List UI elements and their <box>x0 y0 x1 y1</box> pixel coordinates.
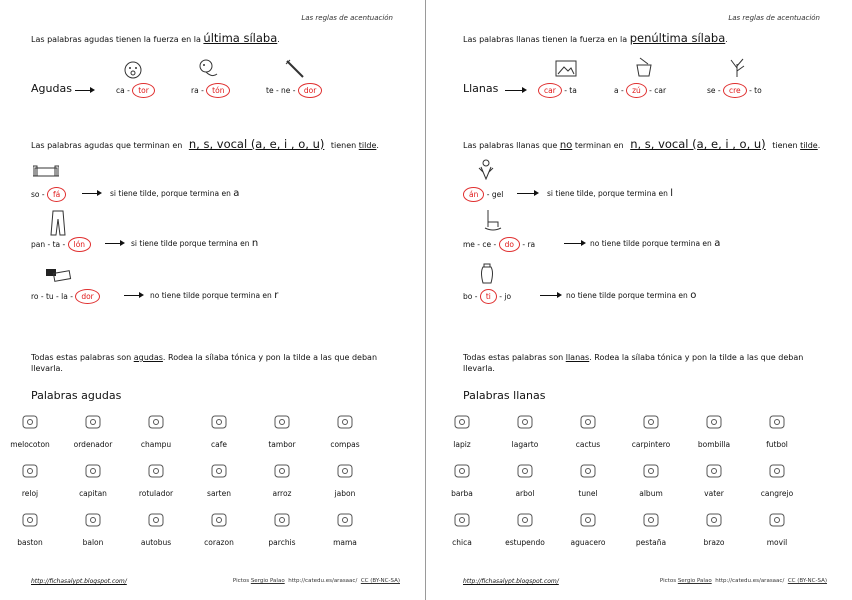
page-header: Las reglas de acentuación <box>301 14 393 22</box>
champu-icon <box>147 414 165 430</box>
case-explanation-2 <box>131 238 258 249</box>
page-llanas <box>427 0 852 600</box>
word-item: lapiz <box>453 440 471 449</box>
case-row-3 <box>31 289 100 304</box>
credit-author[interactable]: Sergio Palao <box>250 578 285 584</box>
explanation: si tiene tilde, porque termina en <box>110 189 231 198</box>
arrow-line <box>540 295 557 296</box>
instruction-emphasis: llanas <box>565 353 590 362</box>
parchis-icon <box>273 512 291 528</box>
intro-after: . <box>725 35 728 44</box>
dry-plant-icon <box>727 56 747 78</box>
credit-site: http://catedu.es/arasaac/ <box>288 578 358 584</box>
final-letter: a <box>714 238 721 249</box>
final-letter: a <box>233 188 240 199</box>
final-letter: l <box>670 188 673 199</box>
rule-mid1: terminan en <box>574 141 624 150</box>
vater-icon <box>705 463 723 479</box>
ordenador-icon <box>84 414 102 430</box>
trousers-icon <box>50 210 66 236</box>
word-item: barba <box>451 489 473 498</box>
stressed-syllable: fá <box>47 187 66 202</box>
balon-icon <box>84 512 102 528</box>
section-title: Palabras llanas <box>463 389 546 402</box>
syllable: ra - <box>191 86 204 95</box>
example-word-1 <box>538 83 577 98</box>
syllable: - gel <box>486 190 504 199</box>
word-item: futbol <box>766 440 788 449</box>
category-label: Llanas <box>463 82 499 95</box>
arrow-icon <box>557 292 562 298</box>
word-item: lagarto <box>511 440 539 449</box>
word-item: album <box>639 489 663 498</box>
arrow-icon <box>90 87 95 93</box>
instruction-text <box>463 352 833 374</box>
rule-before: Las palabras agudas que terminan en <box>31 141 183 150</box>
melocoton-icon <box>21 414 39 430</box>
lapiz-icon <box>453 414 471 430</box>
case-row-1 <box>31 187 66 202</box>
case-explanation-1 <box>547 188 673 199</box>
word-item: jabon <box>334 489 356 498</box>
word-item: cactus <box>575 440 601 449</box>
final-letter: r <box>274 290 279 301</box>
arrow-line <box>75 90 90 91</box>
syllable: pan - ta - <box>31 240 66 249</box>
autobus-icon <box>147 512 165 528</box>
footer-credits <box>233 578 400 584</box>
intro-before: Las palabras llanas tienen la fuerza en la <box>463 35 628 44</box>
syllable: - ra <box>522 240 536 249</box>
rule-after: . <box>817 141 821 150</box>
syllable: me - ce - <box>463 240 497 249</box>
instruction-after: . Rodea la sílaba tónica y pon la tilde a las que deban llevarla. <box>31 353 378 373</box>
case-row-1 <box>463 187 503 202</box>
arrow-icon <box>581 240 586 246</box>
word-item: cangrejo <box>760 489 794 498</box>
rule-emphasis: n, s, vocal (a, e, i , o, u) <box>630 137 766 151</box>
case-row-2 <box>463 237 535 252</box>
case-row-2 <box>31 237 91 252</box>
arrow-line <box>82 193 97 194</box>
final-letter: o <box>690 290 697 301</box>
case-explanation-3 <box>566 290 696 301</box>
stressed-syllable: car <box>538 83 562 98</box>
carpintero-icon <box>642 414 660 430</box>
example-word-3 <box>266 83 322 98</box>
case-explanation-1 <box>110 188 239 199</box>
syllable: se - <box>707 86 721 95</box>
footer-credits <box>660 578 827 584</box>
word-item: ordenador <box>73 440 113 449</box>
cactus-icon <box>579 414 597 430</box>
intro-before: Las palabras agudas tienen la fuerza en la <box>31 35 201 44</box>
movil-icon <box>768 512 786 528</box>
rule-after: . <box>376 141 379 150</box>
explanation: si tiene tilde porque termina en <box>131 239 250 248</box>
corazon-icon <box>210 512 228 528</box>
intro-after: . <box>277 35 280 44</box>
rule-no: no <box>559 140 573 151</box>
stressed-syllable: tón <box>206 83 230 98</box>
word-item: sarten <box>207 489 231 498</box>
stressed-syllable: dor <box>75 289 99 304</box>
arrow-icon <box>534 190 539 196</box>
word-item: parchis <box>268 538 296 547</box>
aguacero-icon <box>579 512 597 528</box>
case-explanation-3 <box>150 290 278 301</box>
credit-pictos: Pictos <box>232 578 250 584</box>
syllable: so - <box>31 190 45 199</box>
sugar-bowl-icon <box>634 56 654 78</box>
mama-icon <box>336 512 354 528</box>
word-item: autobus <box>140 538 172 547</box>
syllable: bo - <box>463 292 478 301</box>
word-item: vater <box>704 489 724 498</box>
arroz-icon <box>273 463 291 479</box>
capitan-icon <box>84 463 102 479</box>
stressed-syllable: zú <box>626 83 647 98</box>
jabon-icon <box>336 463 354 479</box>
footer-link[interactable]: http://fichasalypt.blogspot.com/ <box>31 578 127 585</box>
compas-icon <box>336 414 354 430</box>
word-item: melocoton <box>10 440 50 449</box>
rule-mid: tienen <box>772 141 798 150</box>
stressed-syllable: do <box>499 237 520 252</box>
cafe-icon <box>210 414 228 430</box>
stressed-syllable: cre <box>723 83 747 98</box>
case-explanation-2 <box>590 238 720 249</box>
rule-text <box>31 137 379 151</box>
syllable: - to <box>749 86 762 95</box>
footer-link[interactable]: http://fichasalypt.blogspot.com/ <box>463 578 559 585</box>
stressed-syllable: ti <box>480 289 497 304</box>
word-item: aguacero <box>570 538 606 547</box>
explanation: no tiene tilde porque termina en <box>150 291 272 300</box>
credit-pictos: Pictos <box>659 578 677 584</box>
chica-icon <box>453 512 471 528</box>
rule-tilde: tilde <box>358 141 377 150</box>
explanation: no tiene tilde porque termina en <box>590 239 712 248</box>
page-header: Las reglas de acentuación <box>728 14 820 22</box>
singer-icon <box>123 60 143 80</box>
arrow-icon <box>120 240 125 246</box>
word-item: baston <box>17 538 43 547</box>
word-item: arbol <box>515 489 535 498</box>
credit-license[interactable]: CC (BY-NC-SA) <box>360 578 400 584</box>
syllable: a - <box>614 86 624 95</box>
intro-emphasis: penúltima sílaba <box>629 31 726 45</box>
instruction-emphasis: agudas <box>133 353 163 362</box>
rule-mid: tienen <box>330 141 357 150</box>
rule-emphasis: n, s, vocal (a, e, i , o, u) <box>188 137 325 151</box>
syllable: te - ne - <box>266 86 296 95</box>
instruction-before: Todas estas palabras son <box>31 353 132 362</box>
word-item: carpintero <box>631 440 671 449</box>
bombilla-icon <box>705 414 723 430</box>
rule-tilde: tilde <box>800 141 818 150</box>
explanation: no tiene tilde porque termina en <box>566 291 688 300</box>
baston-icon <box>21 512 39 528</box>
syllable: - jo <box>499 292 512 301</box>
word-item: movil <box>766 538 788 547</box>
reloj-icon <box>21 463 39 479</box>
category-label: Agudas <box>31 82 72 95</box>
section-title: Palabras agudas <box>31 389 122 402</box>
arrow-icon <box>522 87 527 93</box>
final-letter: n <box>251 238 259 249</box>
arrow-line <box>564 243 581 244</box>
word-item: mama <box>333 538 357 547</box>
word-item: bombilla <box>697 440 731 449</box>
arbol-icon <box>516 463 534 479</box>
case-row-3 <box>463 289 511 304</box>
word-item: chica <box>452 538 472 547</box>
mouse-icon <box>198 58 218 80</box>
sarten-icon <box>210 463 228 479</box>
angel-icon <box>477 158 495 180</box>
example-word-3 <box>707 83 762 98</box>
syllable: ro - tu - la - <box>31 292 73 301</box>
arrow-line <box>517 193 534 194</box>
sofa-icon <box>33 162 59 180</box>
tambor-icon <box>273 414 291 430</box>
credit-license[interactable]: CC (BY-NC-SA) <box>787 578 827 584</box>
page-divider <box>425 0 426 600</box>
page-agudas <box>0 0 425 600</box>
intro-text <box>31 31 280 45</box>
stressed-syllable: tor <box>132 83 155 98</box>
rotulador-icon <box>147 463 165 479</box>
fork-icon <box>284 58 306 80</box>
picture-frame-icon <box>555 58 577 78</box>
example-word-1 <box>116 83 155 98</box>
instruction-text <box>31 352 401 374</box>
cangrejo-icon <box>768 463 786 479</box>
rule-text <box>463 137 820 151</box>
lagarto-icon <box>516 414 534 430</box>
word-item: brazo <box>703 538 725 547</box>
word-item: balon <box>82 538 104 547</box>
example-word-2 <box>614 83 666 98</box>
tunel-icon <box>579 463 597 479</box>
word-item: rotulador <box>138 489 174 498</box>
pestaña-icon <box>642 512 660 528</box>
arrow-icon <box>97 190 102 196</box>
estupendo-icon <box>516 512 534 528</box>
brazo-icon <box>705 512 723 528</box>
syllable: - car <box>649 86 667 95</box>
word-item: compas <box>330 440 360 449</box>
word-item: pestaña <box>635 538 667 547</box>
word-item: capitan <box>79 489 107 498</box>
arrow-line <box>124 295 139 296</box>
instruction-after: . Rodea la sílaba tónica y pon la tilde a las que deban llevarla. <box>463 353 804 373</box>
jar-icon <box>479 262 495 284</box>
word-item: arroz <box>272 489 292 498</box>
syllable: ca - <box>116 86 130 95</box>
arrow-line <box>105 243 120 244</box>
stressed-syllable: lón <box>68 237 91 252</box>
album-icon <box>642 463 660 479</box>
example-word-2 <box>191 83 230 98</box>
word-item: champu <box>140 440 172 449</box>
word-item: cafe <box>211 440 227 449</box>
word-item: reloj <box>21 489 39 498</box>
futbol-icon <box>768 414 786 430</box>
word-item: corazon <box>204 538 234 547</box>
credit-site: http://catedu.es/arasaac/ <box>715 578 785 584</box>
explanation: si tiene tilde, porque termina en <box>547 189 668 198</box>
intro-emphasis: última sílaba <box>203 31 278 45</box>
intro-text <box>463 31 728 45</box>
rocking-chair-icon <box>483 208 503 232</box>
arrow-line <box>505 90 522 91</box>
arrow-icon <box>139 292 144 298</box>
stressed-syllable: án <box>463 187 484 202</box>
syllable: - ta <box>564 86 577 95</box>
word-item: tunel <box>578 489 598 498</box>
barba-icon <box>453 463 471 479</box>
marker-icon <box>44 266 74 284</box>
rule-before: Las palabras llanas que <box>463 141 558 150</box>
instruction-before: Todas estas palabras son <box>463 353 564 362</box>
word-item: estupendo <box>505 538 545 547</box>
stressed-syllable: dor <box>298 83 322 98</box>
credit-author[interactable]: Sergio Palao <box>677 578 712 584</box>
word-item: tambor <box>268 440 296 449</box>
